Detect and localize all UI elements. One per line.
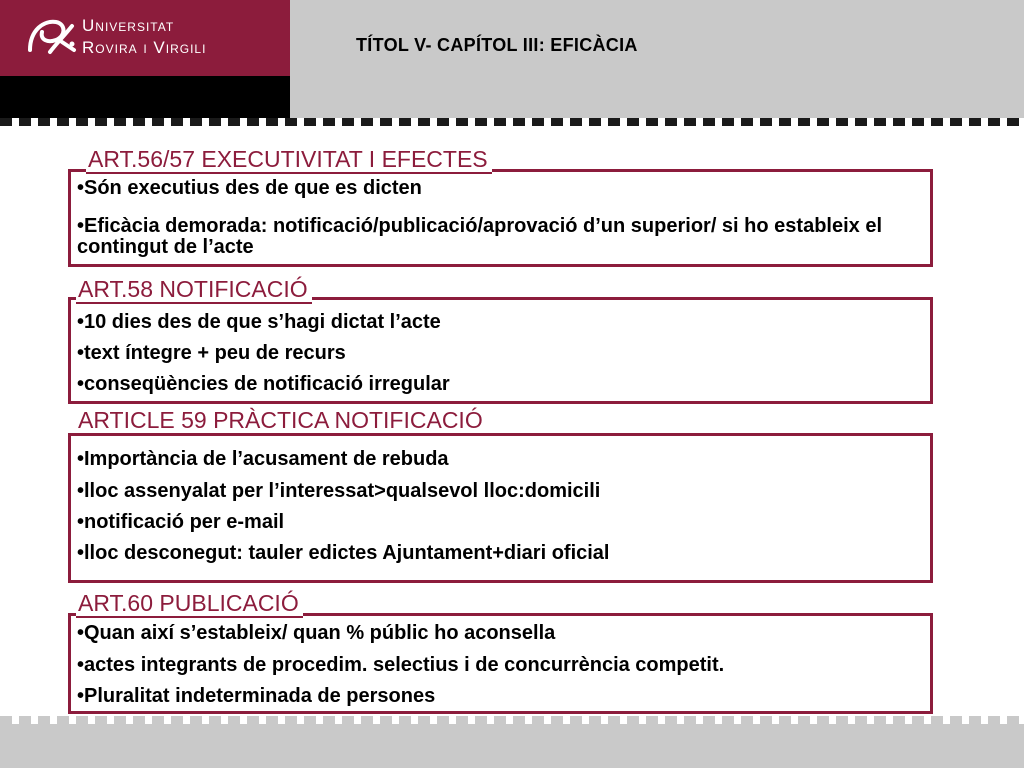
list-item: •Són executius des de que es dicten [77, 177, 422, 199]
section-title-art56-57: ART.56/57 EXECUTIVITAT I EFECTES [86, 146, 492, 174]
footer-background [0, 724, 1024, 768]
list-item: •Importància de l’acusament de rebuda [77, 448, 449, 470]
list-item: •notificació per e-mail [77, 511, 285, 533]
top-divider [0, 118, 1024, 126]
section-title-article59: ARTICLE 59 PRÀCTICA NOTIFICACIÓ [76, 407, 487, 435]
header-black-band [0, 76, 290, 118]
section-box-art56-57 [68, 169, 933, 267]
logo-panel [0, 0, 290, 76]
section-box-art60 [68, 613, 933, 714]
section-box-article59 [68, 433, 933, 583]
section-box-art58 [68, 297, 933, 404]
section-title-art58: ART.58 NOTIFICACIÓ [76, 276, 312, 304]
list-item: •text íntegre + peu de recurs [77, 342, 346, 364]
section-title-art60: ART.60 PUBLICACIÓ [76, 590, 303, 618]
list-item: •lloc desconegut: tauler edictes Ajuntament+diari oficial [77, 542, 610, 564]
university-name-line1: Universitat [82, 16, 175, 35]
bottom-divider [0, 716, 1024, 724]
page-title: TÍTOL V- CAPÍTOL III: EFICÀCIA [356, 35, 638, 55]
list-item: •actes integrants de procedim. selectius i de concurrència competit. [77, 654, 725, 676]
list-item: •conseqüències de notificació irregular [77, 373, 450, 395]
list-item: •10 dies des de que s’hagi dictat l’acte [77, 311, 441, 333]
list-item: •Quan així s’estableix/ quan % públic ho aconsella [77, 622, 556, 644]
university-name-line2: Rovira i Virgili [82, 38, 207, 57]
list-item: •Eficàcia demorada: notificació/publicació/aprovació d’un superior/ si ho estableix el contingut de l’acte [77, 215, 882, 258]
list-item: •Pluralitat indeterminada de persones [77, 685, 436, 707]
list-item: •lloc assenyalat per l’interessat>qualsevol lloc:domicili [77, 480, 601, 502]
university-logo-icon [26, 14, 78, 58]
